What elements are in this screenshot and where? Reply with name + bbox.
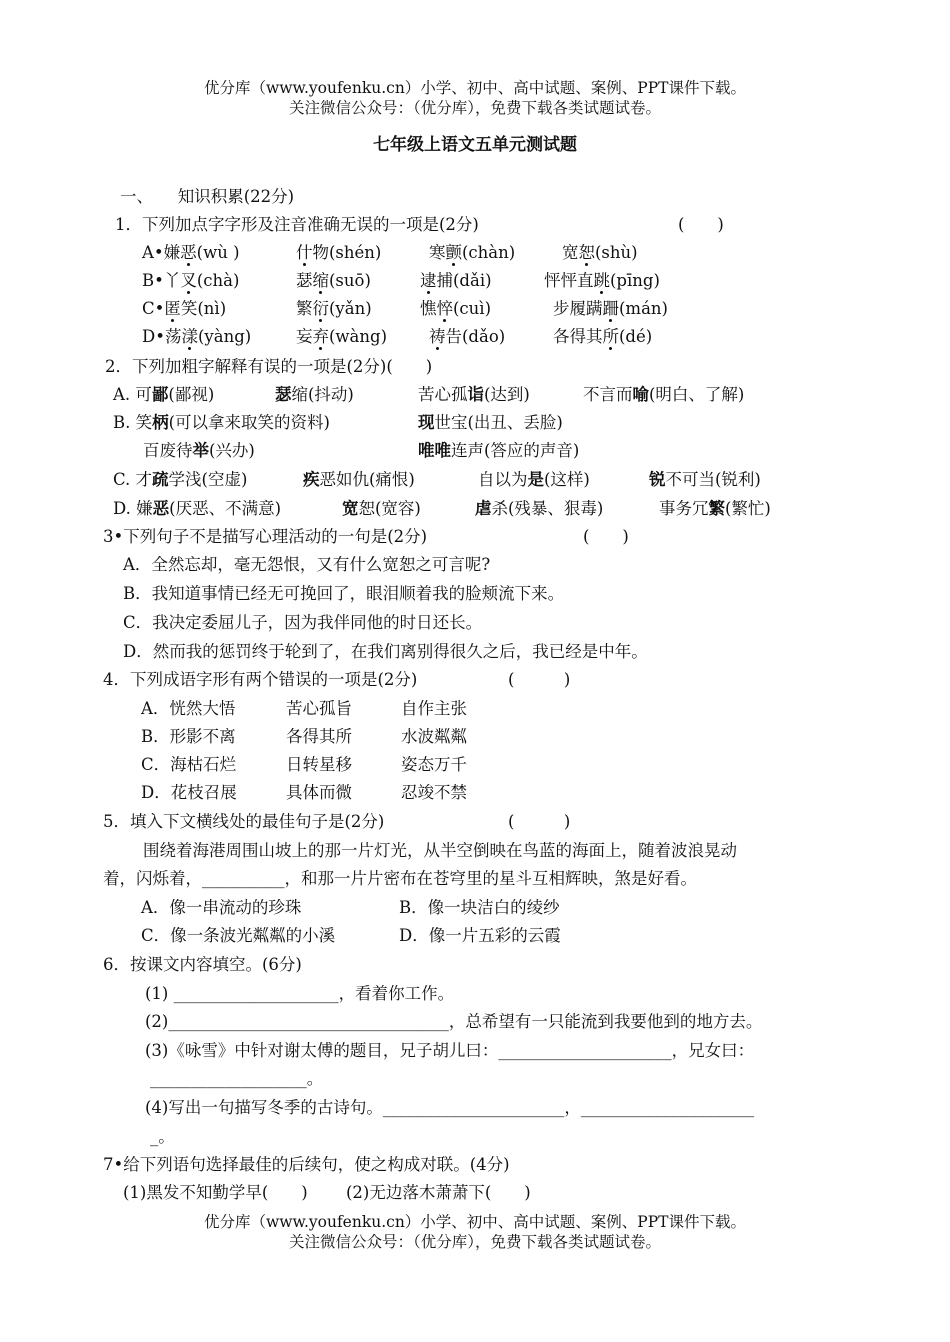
section-heading: 一、 知识积累(22分) [120,187,295,206]
q6-stem: 6．按课文内容填空。(6分) [103,955,302,974]
q5-passage-1: 围绕着海港周围山坡上的那一片灯光，从半空倒映在鸟蓝的海面上，随着波浪晃动 [143,841,737,860]
q4-row: D．花枝召展 具体而微 忍竣不禁 [141,783,467,802]
q2-option-b-cont: 百废待举(兴办) 唯唯连声(答应的声音) [143,441,580,460]
footer-line-1: 优分库（www.youfenku.cn）小学、初中、高中试题、案例、PPT课件下载。 [203,1213,747,1231]
q1-option-a: A•嫌恶(wù ) 什物(shén) 寒颤(chàn) 宽恕(shù) [142,243,638,262]
q6-line-4: (4)写出一句描写冬季的古诗句。______________________，_____________________ [145,1098,755,1117]
q1-option-d: D•荡漾(yàng) 妄弃(wàng) 祷告(dǎo) 各得其所(dé) [142,327,653,346]
q2-option-d: D. 嫌恶(厌恶、不满意) 宽恕(宽容) 虐杀(残暴、狠毒) 事务冗繁(繁忙) [113,499,771,518]
header-line-1: 优分库（www.youfenku.cn）小学、初中、高中试题、案例、PPT课件下载。 [203,79,747,97]
q3-option-a: A．全然忘却，毫无怨恨，又有什么宽恕之可言呢? [123,555,491,574]
footer-line-2: 关注微信公众号：（优分库），免费下载各类试题试卷。 [288,1233,661,1251]
q1-option-c: C•匿笑(nì) 繁衍(yǎn) 憔悴(cuì) 步履蹒跚(mán) [142,299,668,318]
q6-line-3: (3)《咏雪》中针对谢太傅的题目，兄子胡儿曰：_____________________，兄女曰： [145,1041,755,1060]
header-line-2: 关注微信公众号：（优分库），免费下载各类试题试卷。 [288,99,661,117]
q1-option-b: B•丫叉(chà) 瑟缩(suō) 逮捕(dǎi) 怦怦直跳(pīng) [142,271,660,290]
q2-stem: 2．下列加粗字解释有误的一项是(2分)( ) [105,357,433,376]
q4-row: A．恍然大悟 苦心孤旨 自作主张 [141,699,467,718]
q3-stem: 3•下列句子不是描写心理活动的一句是(2分) ( ) [103,527,629,546]
q5-passage-2: 着，闪烁着，__________，和那一片片密布在苍穹里的星斗互相辉映，煞是好看。 [103,869,697,888]
q1-stem: 1．下列加点字字形及注音准确无误的一项是(2分) ( ) [115,215,724,234]
q6-line-2: (2)__________________________________，总希望有一只能流到我要他到的地方去。 [145,1012,763,1031]
q3-option-b: B．我知道事情已经无可挽回了，眼泪顺着我的脸颊流下来。 [123,584,565,603]
page-title: 七年级上语文五单元测试题 [373,135,577,155]
q5-options-cd: C．像一条波光粼粼的小溪 D．像一片五彩的云霞 [141,926,561,945]
q6-line-4-cont: _。 [150,1127,175,1146]
q4-row: C．海枯石烂 日转星移 姿态万千 [141,755,467,774]
q4-stem: 4．下列成语字形有两个错误的一项是(2分) ( ) [103,670,571,689]
q5-options-ab: A．像一串流动的珍珠 B．像一块洁白的绫纱 [141,898,560,917]
q6-line-1: (1) ____________________，看着你工作。 [145,984,455,1003]
q2-option-b: B. 笑柄(可以拿来取笑的资料) 现世宝(出丑、丢脸) [113,413,563,432]
q6-line-3-cont: ___________________。 [150,1069,324,1088]
q2-option-c: C. 才疏学浅(空虚) 疾恶如仇(痛恨) 自以为是(这样) 锐不可当(锐利) [113,470,761,489]
q7-stem: 7•给下列语句选择最佳的后续句，使之构成对联。(4分) [103,1155,510,1174]
q3-option-c: C．我决定委屈儿子，因为我伴同他的时日还长。 [123,613,483,632]
q2-option-a: A. 可鄙(鄙视) 瑟缩(抖动) 苦心孤诣(达到) 不言而喻(明白、了解) [113,385,745,404]
q7-line-1: (1)黑发不知勤学早( ) (2)无边落木萧萧下( ) [123,1183,531,1202]
q4-row: B．形影不离 各得其所 水波粼粼 [141,727,467,746]
q3-option-d: D．然而我的惩罚终于轮到了，在我们离别得很久之后，我已经是中年。 [123,642,648,661]
q5-stem: 5．填入下文横线处的最佳句子是(2分) ( ) [103,812,571,831]
